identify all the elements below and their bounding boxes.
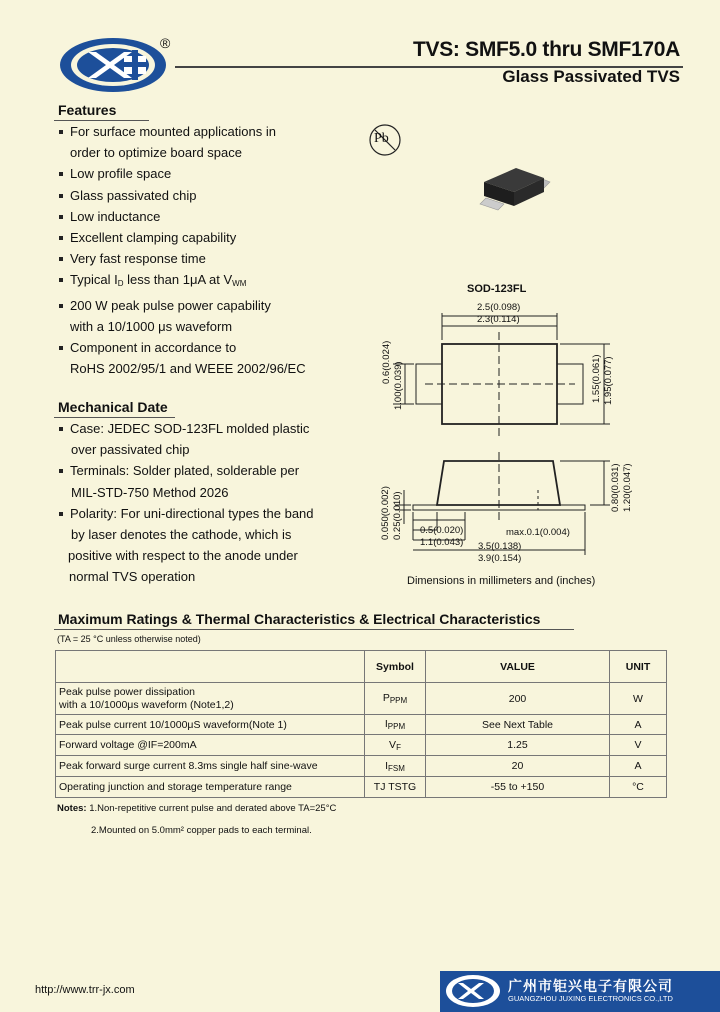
symbol-cell: $I_{FSM}$ <box>365 756 426 777</box>
list-item: RoHS 2002/95/1 and WEEE 2002/96/EC <box>70 361 306 377</box>
symbol-cell: $V_F$ <box>365 735 426 756</box>
param-column-header <box>56 651 365 683</box>
unit-cell: A <box>610 756 667 777</box>
dim-max: max.0.1(0.004) <box>506 527 570 538</box>
list-item: Polarity: For uni-directional types the band <box>58 503 358 524</box>
list-item-typical: Typical $I_D$ less than 1μA at $V_{WM}$ <box>58 269 358 294</box>
list-item: Excellent clamping capability <box>58 227 358 248</box>
dim-left-height-a: 0.6(0.024) <box>381 340 392 384</box>
document-subtitle: Glass Passivated TVS <box>502 67 680 86</box>
table-row <box>56 756 667 777</box>
unit-cell: W <box>610 683 667 715</box>
mechanical-list <box>58 418 358 588</box>
table-row <box>56 777 667 798</box>
dim-lead-thickness-b: 0.25(0.010) <box>392 491 403 540</box>
symbol-column-header: Symbol <box>365 651 426 683</box>
value-cell: -55 to +150 <box>426 777 610 798</box>
symbol-cell: $I_{PPM}$ <box>365 715 426 735</box>
features-heading: Features <box>58 102 117 118</box>
list-item: positive with respect to the anode under <box>68 548 298 564</box>
list-item: Case: JEDEC SOD-123FL molded plastic <box>58 418 358 439</box>
list-item: with a 10/1000 μs waveform <box>70 318 233 334</box>
unit-cell: V <box>610 735 667 756</box>
dim-lead-length-b: 1.1(0.043) <box>420 537 464 548</box>
dim-lead-thickness-a: 0.050(0.002) <box>380 486 391 540</box>
value-cell: 200 <box>426 683 610 715</box>
list-item: For surface mounted applications in <box>58 121 358 142</box>
list-item: Very fast response time <box>58 248 358 269</box>
footer-company-cn: 广州市钜兴电子有限公司 <box>508 978 673 994</box>
param-cell: Peak pulse current 10/1000μS waveform(Note 1) <box>56 715 365 735</box>
symbol-cell: $P_{PPM}$ <box>365 683 426 715</box>
value-cell: See Next Table <box>426 715 610 735</box>
dim-height-a: 0.80(0.031) <box>610 463 621 512</box>
footer-url-link[interactable]: http://www.trr-jx.com <box>35 984 135 996</box>
symbol-cell: TJ TSTG <box>365 777 426 798</box>
value-column-header: VALUE <box>426 651 610 683</box>
document-title: TVS: SMF5.0 thru SMF170A <box>412 38 680 61</box>
table-row <box>56 683 667 715</box>
dim-right-height-b: 1.95(0.077) <box>603 356 614 405</box>
package-name: SOD-123FL <box>467 283 527 295</box>
package-drawing <box>370 295 620 555</box>
list-item: 200 W peak pulse power capability <box>58 295 358 316</box>
notes-line-1: Notes: 1.Non-repetitive current pulse and derated above TA=25°C <box>57 803 337 814</box>
value-cell: 20 <box>426 756 610 777</box>
list-item: Low profile space <box>58 163 358 184</box>
param-cell: Forward voltage @IF=200mA <box>56 735 365 756</box>
pb-free-icon <box>368 123 402 157</box>
component-image <box>478 160 558 215</box>
dim-top-width-b: 2.3(0.114) <box>477 314 520 325</box>
unit-column-header: UNIT <box>610 651 667 683</box>
footer-company-en: GUANGZHOU JUXING ELECTRONICS CO.,LTD <box>508 994 673 1003</box>
param-cell: Peak forward surge current 8.3ms single half sine-wave <box>56 756 365 777</box>
dim-right-height-a: 1.55(0.061) <box>591 354 602 403</box>
unit-cell: A <box>610 715 667 735</box>
dimensions-caption: Dimensions in millimeters and (inches) <box>407 575 596 587</box>
list-item: over passivated chip <box>71 442 190 458</box>
list-item: Component in accordance to <box>58 337 358 358</box>
list-item: Low inductance <box>58 206 358 227</box>
mechanical-heading: Mechanical Date <box>58 399 168 415</box>
ratings-table <box>55 650 667 798</box>
dim-top-width-a: 2.5(0.098) <box>477 302 521 313</box>
table-header-row <box>56 651 667 683</box>
dim-height-b: 1.20(0.047) <box>622 463 633 512</box>
unit-cell: °C <box>610 777 667 798</box>
features-list <box>58 121 358 379</box>
list-item: order to optimize board space <box>70 145 242 161</box>
dim-left-height-b: 1.00(0.039) <box>393 361 404 410</box>
ratings-condition: (TA = 25 °C unless otherwise noted) <box>57 634 201 644</box>
list-item: Glass passivated chip <box>58 185 358 206</box>
notes-line-2: 2.Mounted on 5.0mm² copper pads to each terminal. <box>91 825 312 836</box>
footer-logo <box>444 973 502 1009</box>
dim-body-length-b: 3.9(0.154) <box>478 553 522 564</box>
pb-label: Pb <box>374 131 389 146</box>
dim-lead-length-a: 0.5(0.020) <box>420 525 464 536</box>
list-item: Terminals: Solder plated, solderable per <box>58 460 358 481</box>
list-item: normal TVS operation <box>69 569 196 585</box>
value-cell: 1.25 <box>426 735 610 756</box>
ratings-heading-line <box>54 629 574 630</box>
param-cell: Peak pulse power dissipation with a 10/1000μs waveform (Note1,2) <box>56 683 365 715</box>
table-row <box>56 735 667 756</box>
registered-mark: ® <box>160 35 171 51</box>
param-cell: Operating junction and storage temperature range <box>56 777 365 798</box>
dim-body-length-a: 3.5(0.138) <box>478 541 522 552</box>
list-item: by laser denotes the cathode, which is <box>71 527 292 543</box>
table-row <box>56 715 667 735</box>
list-item: MIL-STD-750 Method 2026 <box>71 484 229 500</box>
ratings-heading: Maximum Ratings & Thermal Characteristics & Electrical Characteristics <box>58 611 541 627</box>
